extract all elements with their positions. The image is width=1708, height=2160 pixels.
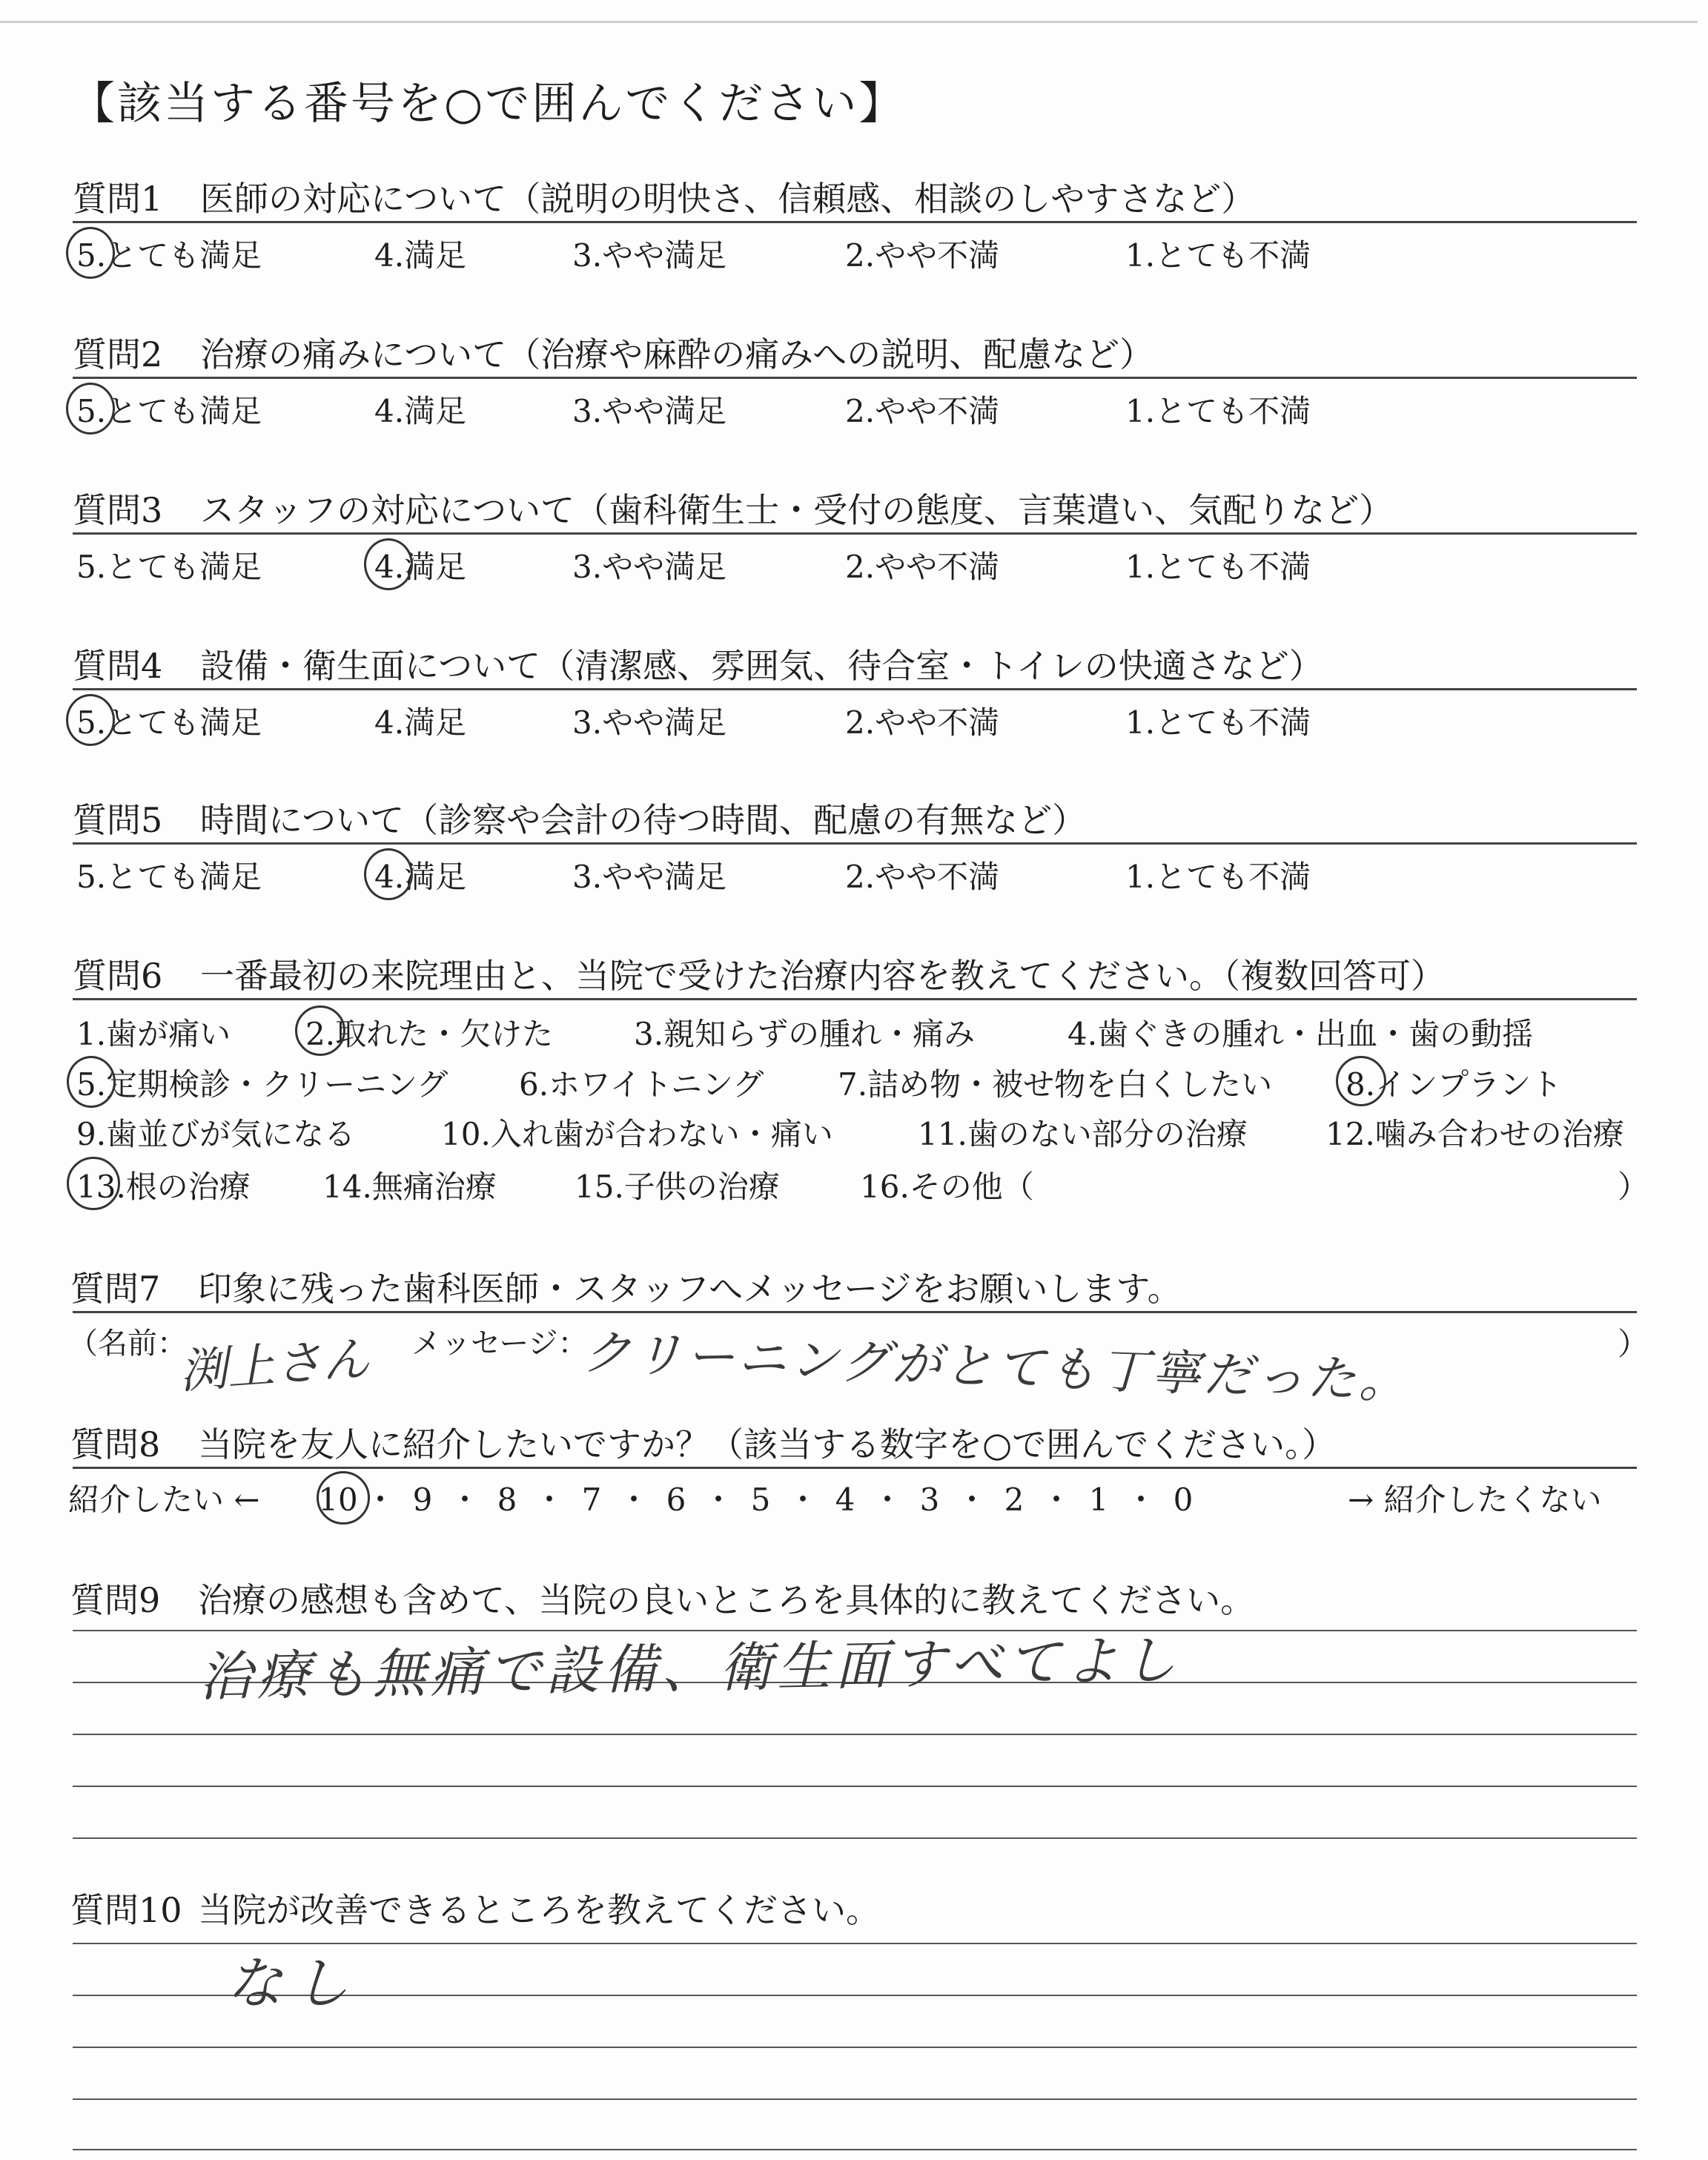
q1-option-4[interactable]: 4.満足 — [374, 237, 467, 274]
q7-message-label: メッセージ： — [411, 1327, 588, 1361]
q4-option-5[interactable]: 5.とても満足 — [76, 704, 262, 741]
q8-scale-separator: ・ — [618, 1482, 649, 1518]
q2-rule — [73, 377, 1637, 379]
q9-line-3 — [73, 1734, 1637, 1735]
q6-option-16[interactable]: 16.その他（ — [860, 1169, 1034, 1205]
q6-title — [73, 949, 1445, 998]
q3-rule — [73, 532, 1637, 535]
q6-text: 一番最初の来院理由と、当院で受けた治療内容を教えてください。（複数回答可） — [200, 956, 1445, 996]
q6-other-close-paren: ） — [1618, 1169, 1649, 1205]
q9-title — [70, 1573, 1254, 1622]
q2-circle-mark — [66, 383, 115, 435]
q6-option-11[interactable]: 11.歯のない部分の治療 — [918, 1116, 1248, 1152]
q5-option-2[interactable]: 2.やや不満 — [845, 859, 1000, 895]
q8-text: 当院を友人に紹介したいですか？（該当する数字を○で囲んでください。） — [198, 1424, 1337, 1464]
q5-option-3[interactable]: 3.やや満足 — [572, 859, 727, 895]
q6-option-3[interactable]: 3.親知らずの腫れ・痛み — [634, 1016, 976, 1052]
q4-text: 設備・衛生面について（清潔感、雰囲気、待合室・トイレの快適さなど） — [200, 646, 1323, 686]
q6-option-12[interactable]: 12.噛み合わせの治療 — [1325, 1116, 1624, 1152]
q6-option-13[interactable]: 13.根の治療 — [76, 1169, 251, 1205]
q6-option-8[interactable]: 8.インプラント — [1345, 1066, 1563, 1103]
q8-circle-mark-10 — [317, 1471, 370, 1525]
q8-scale-value-5[interactable]: 5 — [750, 1482, 771, 1518]
q3-title — [73, 483, 1393, 532]
q1-option-5[interactable]: 5.とても満足 — [76, 237, 262, 274]
q4-option-2[interactable]: 2.やや不満 — [845, 704, 1000, 741]
q8-rule — [73, 1467, 1637, 1469]
q1-option-2[interactable]: 2.やや不満 — [845, 237, 1000, 274]
q7-text: 印象に残った歯科医師・スタッフへメッセージをお願いします。 — [198, 1269, 1182, 1309]
q7-message-handwritten[interactable]: クリーニングがとても丁寧だった。 — [580, 1324, 1412, 1410]
q6-circle-mark-5 — [67, 1056, 116, 1108]
q8-scale-value-6[interactable]: 6 — [666, 1482, 686, 1518]
q9-answer-handwritten[interactable]: 治療も無痛で設備、衛生面すべてよし — [198, 1628, 1182, 1708]
q1-title — [73, 172, 1255, 221]
q6-option-4[interactable]: 4.歯ぐきの腫れ・出血・歯の動揺 — [1068, 1016, 1534, 1052]
q7-title — [70, 1262, 1182, 1311]
q8-scale-separator: ・ — [702, 1482, 734, 1518]
q1-rule — [73, 221, 1637, 223]
q10-answer-handwritten[interactable]: なし — [226, 1950, 360, 2016]
q10-line-3 — [73, 2047, 1637, 2048]
q4-option-4[interactable]: 4.満足 — [374, 704, 467, 741]
q9-number: 質問9 — [70, 1580, 161, 1620]
q6-number: 質問6 — [73, 956, 163, 996]
q3-text: スタッフの対応について（歯科衛生士・受付の態度、言葉遣い、気配りなど） — [200, 490, 1394, 530]
q8-scale-separator: ・ — [533, 1482, 565, 1518]
q6-option-9[interactable]: 9.歯並びが気になる — [76, 1116, 356, 1152]
q8-scale-value-8[interactable]: 8 — [497, 1482, 517, 1518]
q8-scale-value-0[interactable]: 0 — [1173, 1482, 1194, 1518]
q5-option-1[interactable]: 1.とても不満 — [1125, 859, 1311, 895]
q1-circle-mark — [66, 227, 115, 279]
q2-title — [73, 328, 1153, 377]
q8-scale-value-9[interactable]: 9 — [412, 1482, 433, 1518]
q9-line-5 — [73, 1837, 1637, 1839]
q3-circle-mark — [364, 538, 413, 590]
q8-scale-value-4[interactable]: 4 — [835, 1482, 855, 1518]
q3-number: 質問3 — [73, 490, 163, 530]
q7-rule — [73, 1311, 1637, 1313]
q8-title — [70, 1418, 1336, 1467]
q6-option-1[interactable]: 1.歯が痛い — [76, 1016, 231, 1052]
q5-rule — [73, 842, 1637, 845]
q4-rule — [73, 688, 1637, 690]
q3-option-2[interactable]: 2.やや不満 — [845, 549, 1000, 585]
q8-scale-separator: ・ — [956, 1482, 987, 1518]
q6-option-10[interactable]: 10.入れ歯が合わない・痛い — [441, 1116, 833, 1152]
q10-text: 当院が改善できるところを教えてください。 — [198, 1890, 880, 1930]
q8-scale-value-3[interactable]: 3 — [919, 1482, 940, 1518]
q2-option-4[interactable]: 4.満足 — [374, 393, 467, 429]
q9-line-4 — [73, 1786, 1637, 1787]
q8-scale-value-1[interactable]: 1 — [1088, 1482, 1109, 1518]
q7-close-paren: ） — [1618, 1326, 1649, 1362]
q8-scale-value-10[interactable]: 10 — [318, 1482, 358, 1518]
q3-option-3[interactable]: 3.やや満足 — [572, 549, 727, 585]
q6-option-2[interactable]: 2.取れた・欠けた — [305, 1016, 554, 1052]
q7-number: 質問7 — [70, 1269, 161, 1309]
q6-circle-mark-8 — [1336, 1056, 1386, 1106]
q4-option-1[interactable]: 1.とても不満 — [1125, 704, 1311, 741]
q7-name-handwritten[interactable]: 渕上さん — [178, 1332, 371, 1400]
q6-option-15[interactable]: 15.子供の治療 — [575, 1169, 780, 1205]
q8-right-label: → 紹介したくない — [1348, 1482, 1602, 1518]
q8-scale-value-7[interactable]: 7 — [581, 1482, 602, 1518]
q6-circle-mark-2 — [295, 1005, 345, 1056]
q10-line-5 — [73, 2149, 1637, 2150]
q2-option-2[interactable]: 2.やや不満 — [845, 393, 1000, 429]
q2-option-5[interactable]: 5.とても満足 — [76, 393, 262, 429]
q4-option-3[interactable]: 3.やや満足 — [572, 704, 727, 741]
q8-scale-separator: ・ — [448, 1482, 480, 1518]
q8-scale — [317, 1476, 1204, 1520]
q5-option-4[interactable]: 4.満足 — [374, 859, 467, 895]
q10-title — [70, 1883, 880, 1932]
q5-text: 時間について（診察や会計の待つ時間、配慮の有無など） — [200, 800, 1087, 840]
q3-option-5[interactable]: 5.とても満足 — [76, 549, 262, 585]
q5-title — [73, 793, 1086, 842]
q2-option-3[interactable]: 3.やや満足 — [572, 393, 727, 429]
q1-number: 質問1 — [73, 179, 163, 219]
q4-title — [73, 639, 1323, 688]
q4-circle-mark — [66, 694, 115, 746]
q4-number: 質問4 — [73, 646, 163, 686]
q8-scale-separator: ・ — [871, 1482, 903, 1518]
q10-line-4 — [73, 2098, 1637, 2100]
q10-number: 質問10 — [70, 1890, 182, 1930]
q2-text: 治療の痛みについて（治療や麻酔の痛みへの説明、配慮など） — [200, 334, 1154, 374]
q6-circle-mark-13 — [67, 1157, 120, 1210]
q8-scale-separator: ・ — [1040, 1482, 1072, 1518]
q8-scale-separator: ・ — [787, 1482, 818, 1518]
q8-scale-value-2[interactable]: 2 — [1004, 1482, 1025, 1518]
q8-scale-separator: ・ — [364, 1482, 396, 1518]
q7-name-label: （名前： — [68, 1327, 187, 1361]
q8-scale-separator: ・ — [1125, 1482, 1156, 1518]
q1-option-1[interactable]: 1.とても不満 — [1125, 237, 1311, 274]
scan-top-edge — [0, 0, 1698, 23]
q2-number: 質問2 — [73, 334, 163, 374]
q6-option-6[interactable]: 6.ホワイトニング — [519, 1066, 764, 1103]
q5-circle-mark — [364, 848, 413, 900]
form-header: 【該当する番号を○で囲んでください】 — [70, 78, 906, 130]
q5-option-5[interactable]: 5.とても満足 — [76, 859, 262, 895]
q6-option-5[interactable]: 5.定期検診・クリーニング — [76, 1066, 448, 1103]
q8-number: 質問8 — [70, 1424, 161, 1464]
q3-option-4[interactable]: 4.満足 — [374, 549, 467, 585]
q3-option-1[interactable]: 1.とても不満 — [1125, 549, 1311, 585]
q9-text: 治療の感想も含めて、当院の良いところを具体的に教えてください。 — [198, 1580, 1255, 1620]
q8-left-label: 紹介したい ← — [68, 1482, 260, 1518]
q5-number: 質問5 — [73, 800, 163, 840]
q6-rule — [73, 998, 1637, 1000]
q1-option-3[interactable]: 3.やや満足 — [572, 237, 727, 274]
q2-option-1[interactable]: 1.とても不満 — [1125, 393, 1311, 429]
q1-text: 医師の対応について（説明の明快さ、信頼感、相談のしやすさなど） — [200, 179, 1256, 219]
q6-option-14[interactable]: 14.無痛治療 — [322, 1169, 497, 1205]
q6-option-7[interactable]: 7.詰め物・被せ物を白くしたい — [838, 1066, 1273, 1103]
